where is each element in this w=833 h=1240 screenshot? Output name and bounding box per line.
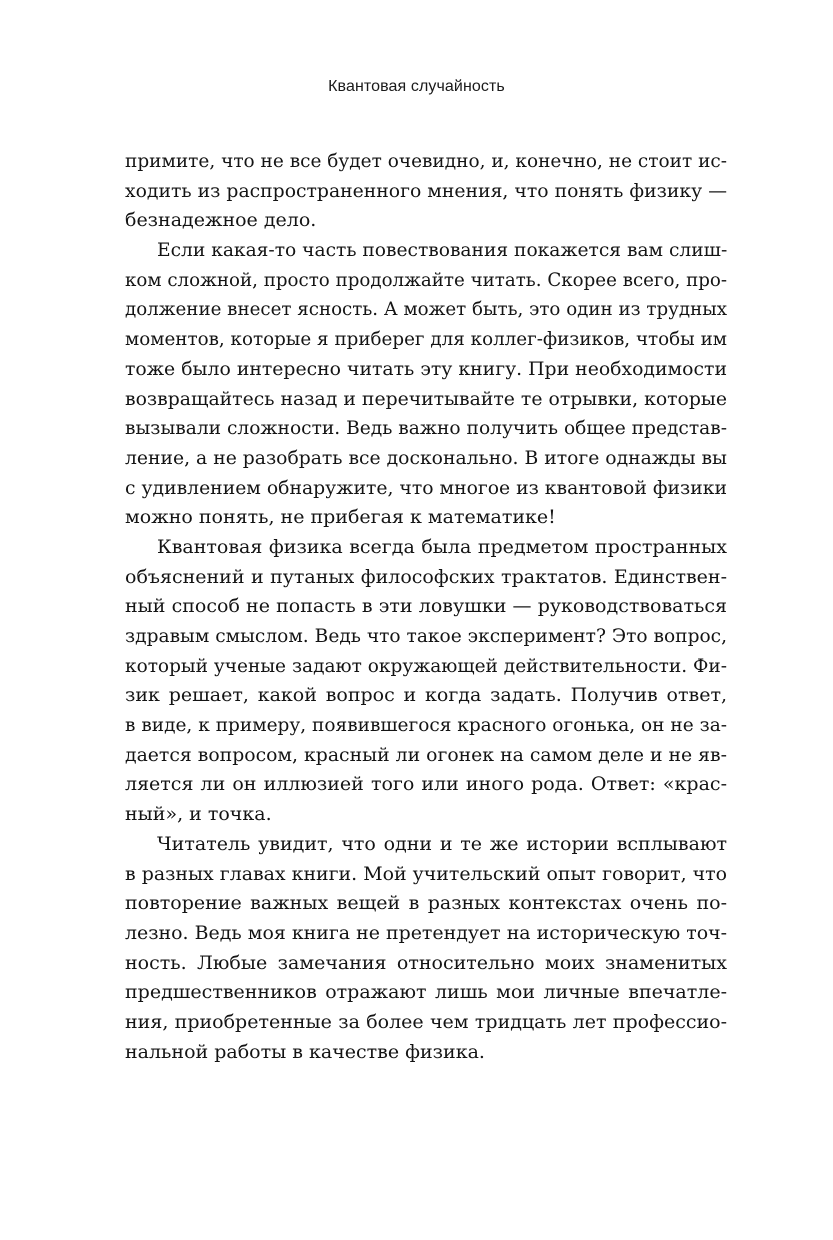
paragraph (125, 236, 727, 533)
text-line: ный способ не попасть в эти ловушки — руководствоваться (125, 595, 727, 618)
text-line: Читатель увидит, что одни и те же истории всплывают (157, 832, 727, 855)
text-line: ляется ли он иллюзией того или иного рода. Ответ: «крас- (125, 773, 727, 796)
text-line: ком сложной, просто продолжайте читать. Скорее всего, про- (125, 269, 727, 291)
text-line: дается вопросом, красный ли огонек на самом деле и не яв- (125, 744, 727, 766)
text-line: в разных главах книги. Мой учительский опыт говорит, что (125, 862, 727, 885)
text-line: вызывали сложности. Ведь важно получить общее представ- (125, 418, 727, 440)
text-line: зик решает, какой вопрос и когда задать. Получив ответ, (125, 684, 727, 707)
text-line: возвращайтесь назад и перечитывайте те отрывки, которые (125, 388, 727, 410)
text-line: Квантовая физика всегда была предметом пространных (157, 535, 727, 558)
text-line: ный», и точка. (125, 803, 272, 826)
text-line: должение внесет ясность. А может быть, это один из трудных (125, 299, 727, 321)
text-line: ния, приобретенные за более чем тридцать лет профессио- (125, 1010, 727, 1033)
text-line: Если какая-то часть повествования покажется вам слиш- (157, 240, 728, 262)
text-line: нальной работы в качестве физика. (125, 1040, 485, 1063)
running-head: Квантовая случайность (328, 78, 505, 95)
text-line: который ученые задают окружающей действительности. Фи- (125, 655, 727, 677)
paragraph (125, 147, 727, 236)
text-line: здравым смыслом. Ведь что такое эксперимент? Это вопрос, (125, 626, 727, 647)
text-line: повторение важных вещей в разных контекстах очень по- (125, 892, 727, 915)
text-line: с удивлением обнаружите, что многое из квантовой физики (125, 477, 727, 499)
paragraph (125, 533, 727, 830)
text-line: примите, что не все будет очевидно, и, конечно, не стоит ис- (125, 151, 727, 172)
text-line: лезно. Ведь моя книга не претендует на историческую точ- (125, 921, 727, 944)
text-line: ность. Любые замечания относительно моих знаменитых (125, 951, 727, 974)
text-line: предшественников отражают лишь мои личные впечатле- (125, 981, 727, 1004)
paragraph (125, 830, 727, 1068)
text-line: тоже было интересно читать эту книгу. При необходимости (125, 358, 727, 380)
body-text (125, 147, 727, 1067)
text-line: моментов, которые я приберег для коллег-физиков, чтобы им (125, 329, 727, 351)
text-line: безнадежное дело. (125, 209, 317, 232)
text-line: ление, а не разобрать все досконально. В итоге однажды вы (125, 447, 727, 469)
text-line: в виде, к примеру, появившегося красного огонька, он не за- (125, 715, 727, 737)
text-line: можно понять, не прибегая к математике! (125, 506, 556, 529)
text-line: объяснений и путаных философских трактатов. Единствен- (125, 565, 727, 588)
text-line: ходить из распространенного мнения, что понять физику — (125, 180, 727, 202)
